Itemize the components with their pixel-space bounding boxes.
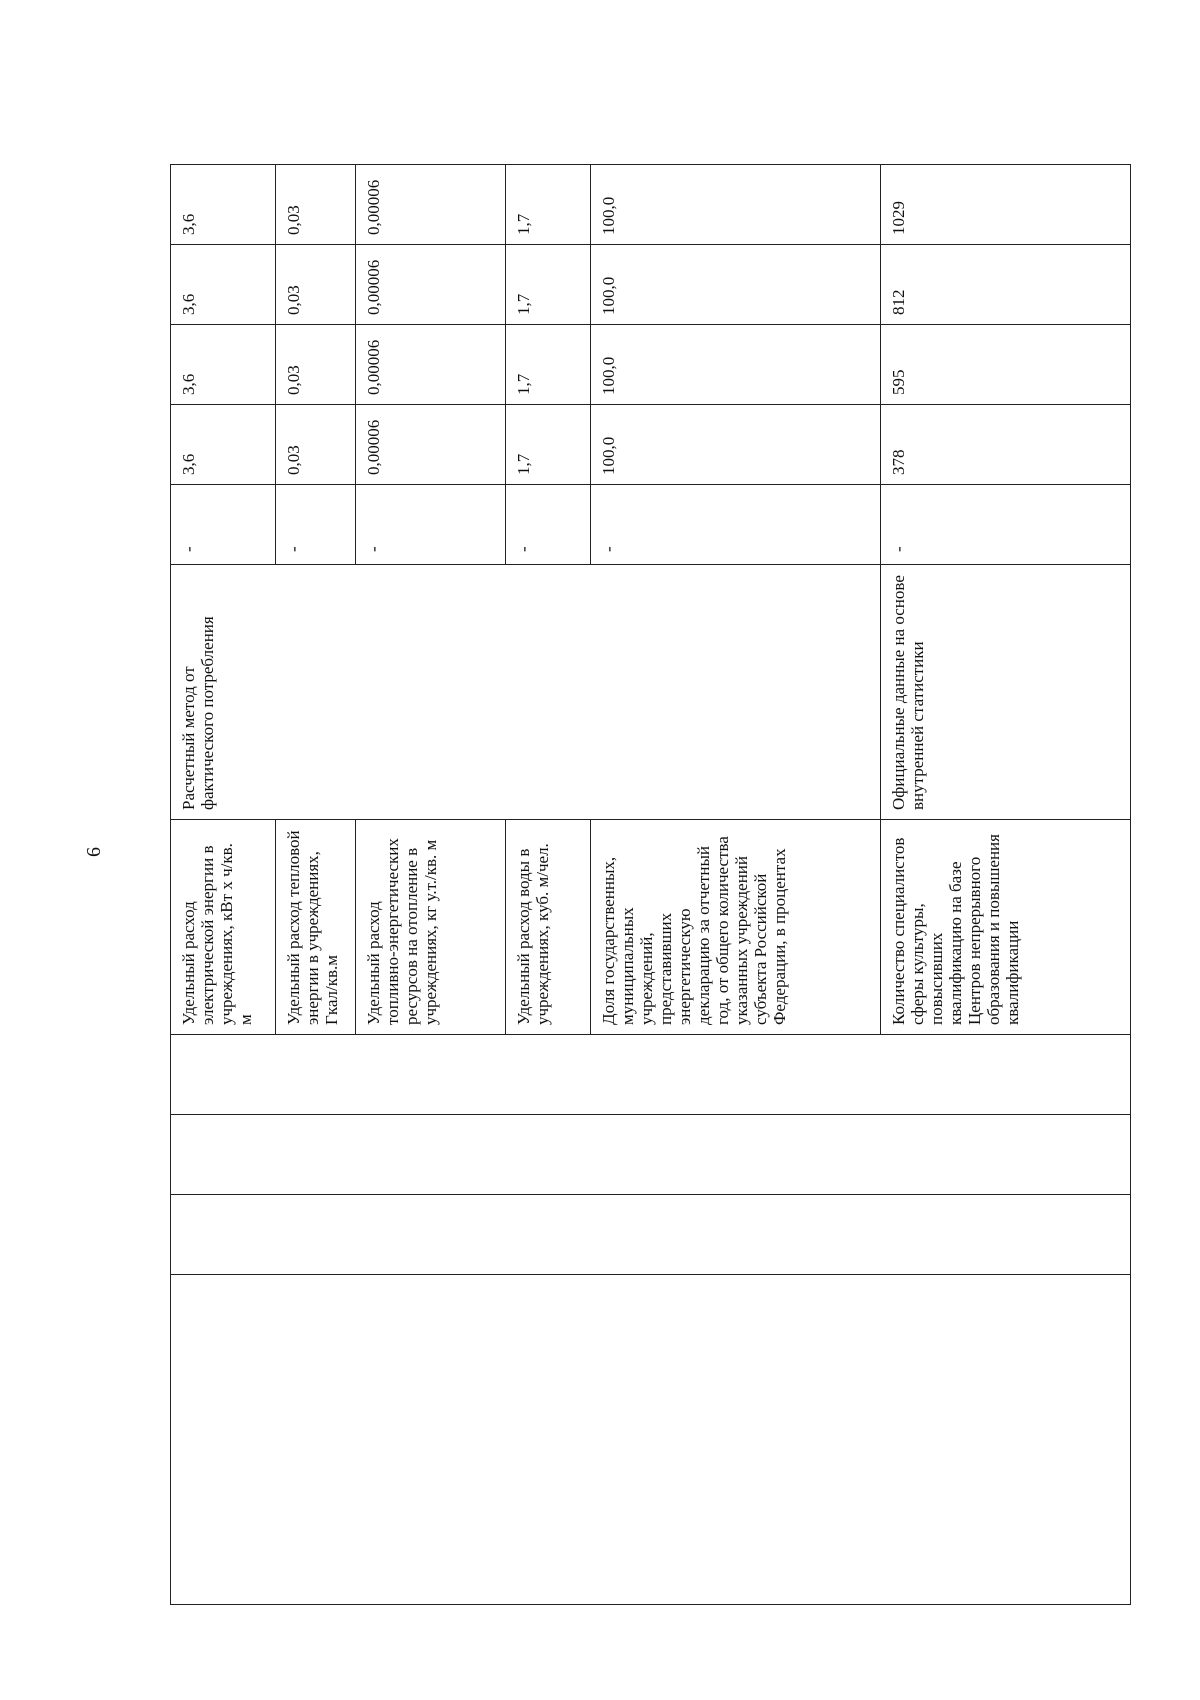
value-cell: 100,0 [591, 165, 881, 245]
value-cell: 595 [881, 325, 1131, 405]
value-cell: - [356, 485, 506, 565]
value-cell: 1029 [881, 165, 1131, 245]
value-cell: 0,00006 [356, 165, 506, 245]
value-cell: - [171, 485, 276, 565]
value-cell: 0,03 [276, 165, 356, 245]
indicator-name: Удельный расход электрической энергии в учреждениях, кВт х ч/кв. м [171, 820, 276, 1035]
value-cell: 0,03 [276, 405, 356, 485]
indicators-table-rotated [170, 165, 1130, 1605]
value-cell: 0,00006 [356, 245, 506, 325]
value-cell: 378 [881, 405, 1131, 485]
value-cell: - [276, 485, 356, 565]
blank-cell [171, 1035, 1131, 1115]
value-cell: 100,0 [591, 405, 881, 485]
value-cell: 100,0 [591, 325, 881, 405]
indicator-name: Удельный расход воды в учреждениях, куб. м/чел. [506, 820, 591, 1035]
value-cell: 1,7 [506, 245, 591, 325]
value-cell: 3,6 [171, 165, 276, 245]
value-cell: - [881, 485, 1131, 565]
value-cell: 100,0 [591, 245, 881, 325]
method-cell: Официальные данные на основе внутренней статистики [881, 565, 1131, 820]
indicator-name: Доля государственных, муниципальных учреждений, представивших энергетическую декларацию за отчетный год, от общего количества указанных учреждений субъекта Российской Федерации, в процентах [591, 820, 881, 1035]
value-cell: 3,6 [171, 245, 276, 325]
value-cell: 0,00006 [356, 325, 506, 405]
value-cell: - [591, 485, 881, 565]
value-cell: 0,00006 [356, 405, 506, 485]
value-cell: 812 [881, 245, 1131, 325]
value-cell: 0,03 [276, 245, 356, 325]
indicators-table [170, 164, 1131, 1605]
method-cell: Расчетный метод от фактического потребления [171, 565, 881, 820]
value-cell: 1,7 [506, 165, 591, 245]
page-number: 6 [83, 847, 105, 857]
value-cell: - [506, 485, 591, 565]
value-cell: 1,7 [506, 405, 591, 485]
indicator-name: Удельный расход тепловой энергии в учреждениях, Гкал/кв.м [276, 820, 356, 1035]
indicator-name: Количество специалистов сферы культуры, повысивших квалификацию на базе Центров непрерывного образования и повышения квалификации [881, 820, 1131, 1035]
blank-cell [171, 1115, 1131, 1195]
value-cell: 0,03 [276, 325, 356, 405]
indicator-name: Удельный расход топливно-энергетических ресурсов на отопление в учреждениях, кг у.т./кв. м [356, 820, 506, 1035]
blank-cell [171, 1275, 1131, 1605]
value-cell: 3,6 [171, 405, 276, 485]
blank-cell [171, 1195, 1131, 1275]
value-cell: 3,6 [171, 325, 276, 405]
value-cell: 1,7 [506, 325, 591, 405]
table-row [171, 165, 276, 1605]
